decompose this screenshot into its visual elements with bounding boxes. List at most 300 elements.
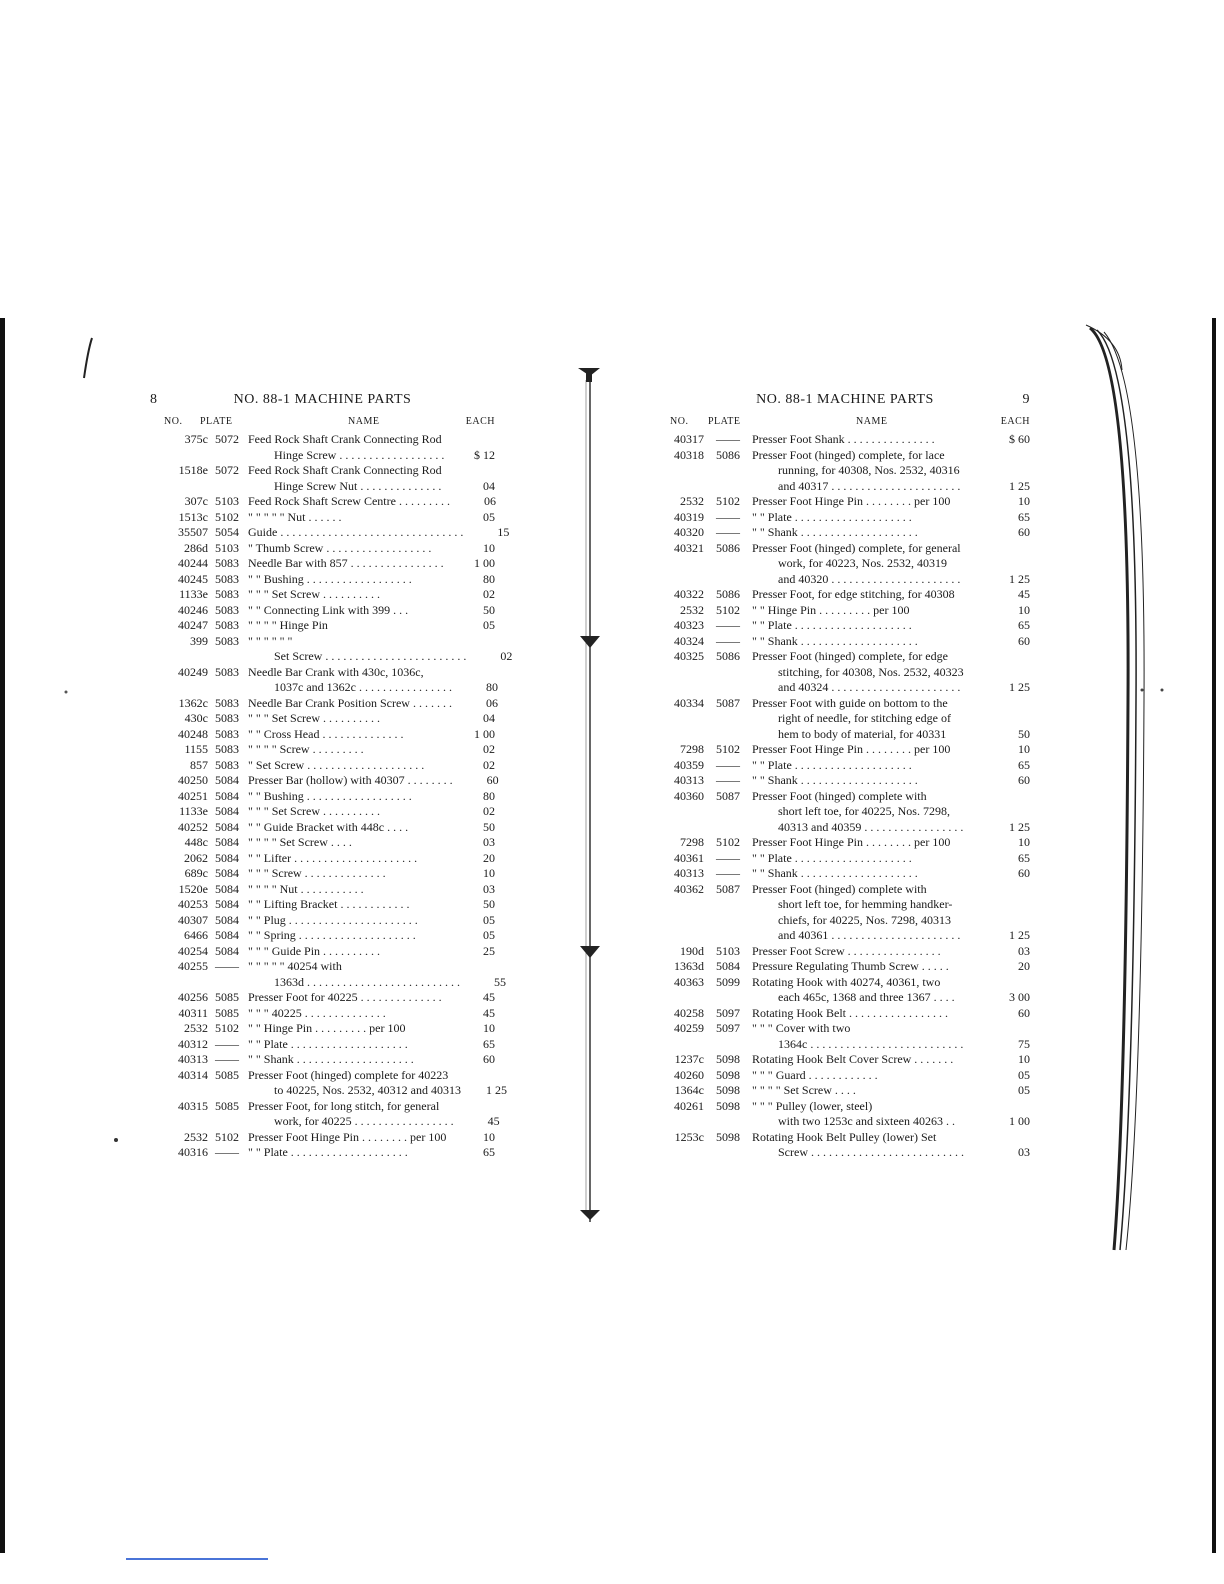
part-name (246, 804, 453, 820)
part-name (752, 696, 986, 743)
part-name (246, 866, 453, 882)
part-name-line: " " " " Screw . . . . . . . . . (248, 742, 364, 756)
table-row (660, 851, 1030, 867)
plate-number: —— (716, 618, 740, 632)
part-name-line: Presser Foot Screw . . . . . . . . . . . . . . . . (752, 943, 941, 958)
part-name-line: and 40317 . . . . . . . . . . . . . . . . . . . . . . (778, 478, 961, 493)
price-each: 50 (483, 602, 495, 617)
speck (114, 1138, 118, 1142)
part-name-line: Presser Foot (hinged) complete with (752, 788, 927, 803)
plate-number: 5085 (215, 1067, 239, 1082)
part-name-line: 1363d . . . . . . . . . . . . . . . . . . . . . . . . . . (274, 974, 460, 989)
part-name (246, 913, 453, 929)
part-number: 2532 (680, 602, 704, 617)
part-name-line: Presser Foot (hinged) complete with (752, 881, 927, 896)
part-name-line: " " " Set Screw . . . . . . . . . . (248, 587, 381, 601)
table-row (660, 510, 1030, 526)
part-name-line: " " " Set Screw . . . . . . . . . . (248, 804, 381, 818)
price-each: 20 (483, 850, 495, 865)
price-each: 1 25 (1009, 571, 1030, 586)
table-row (150, 1006, 495, 1022)
part-name-line: " " " " Nut . . . . . . . . . . . (248, 881, 364, 896)
table-row (660, 525, 1030, 541)
plate-number: 5084 (215, 912, 239, 927)
plate-number: —— (215, 959, 239, 973)
price-each: 05 (483, 912, 495, 927)
table-row (660, 959, 1030, 975)
price-each: 60 (486, 773, 499, 787)
part-name (246, 1021, 453, 1037)
page-header (660, 380, 1030, 408)
part-number: 40322 (674, 587, 704, 601)
plate-number: 5086 (716, 649, 740, 663)
table-row (150, 882, 495, 898)
part-name-line: " " Bushing . . . . . . . . . . . . . . . . . . (248, 788, 412, 803)
page-title: NO. 88-1 MACHINE PARTS (756, 392, 934, 407)
part-name-line: " " Shank . . . . . . . . . . . . . . . . . . . . (752, 773, 918, 787)
part-number: 40363 (674, 974, 704, 989)
part-number: 40261 (674, 1098, 704, 1113)
table-row (150, 990, 495, 1006)
table-row (660, 603, 1030, 619)
part-name-line: Rotating Hook Belt Pulley (lower) Set (752, 1129, 937, 1144)
part-number: 1363d (674, 959, 704, 973)
price-each: 05 (483, 509, 495, 524)
col-each-header: EACH (465, 416, 495, 427)
part-name-line: " " Lifting Bracket . . . . . . . . . . . . (248, 897, 410, 911)
page-title: NO. 88-1 MACHINE PARTS (233, 392, 412, 407)
price-each: 10 (1018, 1052, 1030, 1066)
plate-number: 5083 (215, 726, 239, 741)
part-name-line: work, for 40223, Nos. 2532, 40319 (778, 556, 947, 570)
speck (1141, 689, 1144, 692)
part-number: 40312 (178, 1036, 208, 1051)
part-name-line: with two 1253c and sixteen 40263 . . (778, 1114, 955, 1128)
price-each: 15 (497, 525, 510, 539)
part-name-line: work, for 40225 . . . . . . . . . . . . . . . . . (274, 1114, 454, 1128)
part-name-line: Feed Rock Shaft Screw Centre . . . . . . . . . (248, 494, 450, 508)
table-row (150, 851, 495, 867)
part-number: 40311 (178, 1005, 208, 1020)
plate-number: 5102 (716, 742, 740, 756)
part-name-line: and 40324 . . . . . . . . . . . . . . . . . . . . . . (778, 680, 961, 694)
table-row (150, 758, 495, 774)
table-row (150, 1145, 495, 1161)
part-name (246, 572, 453, 588)
part-number: 40360 (674, 788, 704, 803)
price-each: 10 (1018, 835, 1030, 849)
part-number: 40314 (178, 1067, 208, 1082)
price-each: 1 25 (1009, 478, 1030, 493)
plate-number: —— (716, 757, 740, 772)
part-name (246, 556, 453, 572)
page-header (150, 380, 495, 408)
part-name (246, 944, 453, 960)
part-number: 40259 (674, 1021, 704, 1035)
part-name-line: stitching, for 40308, Nos. 2532, 40323 (778, 664, 964, 679)
plate-number: 5083 (215, 556, 239, 570)
table-row (150, 1052, 495, 1068)
parts-list (660, 432, 1030, 1161)
plate-number: 5086 (716, 447, 740, 462)
part-name (246, 1006, 453, 1022)
price-each: 03 (1018, 1145, 1030, 1159)
table-row (660, 587, 1030, 603)
part-number: 40359 (674, 757, 704, 772)
part-name-line: Needle Bar with 857 . . . . . . . . . . . . . . . . (248, 556, 444, 570)
plate-number: 5083 (215, 711, 239, 725)
part-number: 1253c (674, 1129, 704, 1144)
part-number: 40316 (178, 1145, 208, 1159)
part-name (752, 1130, 986, 1161)
plate-number: 5084 (215, 804, 239, 818)
table-row (150, 618, 495, 634)
part-name-line: " " Plate . . . . . . . . . . . . . . . . . . . . (752, 757, 912, 772)
price-each: 80 (485, 680, 498, 694)
pen-mark (84, 338, 92, 378)
table-row (150, 695, 498, 712)
part-name (246, 510, 453, 526)
part-name (246, 618, 453, 634)
plate-number: 5083 (215, 618, 239, 632)
part-name-line: " " Guide Bracket with 448c . . . . (248, 819, 409, 834)
price-each: 10 (483, 1129, 495, 1144)
col-no-header: NO. (670, 416, 689, 427)
price-each: $ 12 (474, 447, 495, 462)
part-name-line: " " " " Hinge Pin (248, 618, 328, 632)
part-name-line: " " " " " Nut . . . . . . (248, 509, 342, 524)
right-scan-edge (1212, 318, 1216, 1553)
price-each: 80 (483, 571, 495, 586)
part-number: 375c (184, 432, 208, 446)
part-number: 1364c (674, 1083, 704, 1097)
price-each: 65 (483, 1145, 495, 1159)
table-row (150, 1021, 495, 1037)
part-name (246, 758, 453, 774)
plate-number: 5083 (215, 757, 239, 772)
part-name-line: Presser Foot Hinge Pin . . . . . . . . per 100 (248, 1129, 447, 1144)
table-row (660, 773, 1030, 789)
part-name-line: Presser Foot (hinged) complete, for general (752, 540, 961, 555)
part-name-line: " " Plate . . . . . . . . . . . . . . . . . . . . (248, 1036, 408, 1051)
plate-number: 5084 (215, 788, 239, 803)
part-name-line: " " " 40225 . . . . . . . . . . . . . . (248, 1005, 386, 1020)
part-number: 40317 (674, 432, 704, 446)
part-number: 40362 (674, 881, 704, 896)
part-number: 40321 (674, 540, 704, 555)
part-name (246, 587, 453, 603)
part-name (246, 1052, 453, 1068)
price-each: 03 (1018, 943, 1030, 958)
speck (1161, 689, 1164, 692)
plate-number: 5098 (716, 1083, 740, 1097)
part-name (752, 448, 986, 495)
part-name-line: short left toe, for hemming handker- (778, 897, 953, 911)
price-each: 05 (483, 618, 495, 632)
part-number: 40252 (178, 819, 208, 834)
part-number: 2532 (184, 1129, 208, 1144)
part-number: 40313 (178, 1052, 208, 1066)
part-name-line: Needle Bar Crank with 430c, 1036c, (248, 664, 424, 679)
table-row (660, 494, 1030, 510)
price-each: 06 (485, 695, 498, 710)
table-row (150, 928, 495, 944)
part-name (246, 742, 453, 758)
plate-number: 5102 (215, 1129, 239, 1144)
table-row (150, 742, 495, 758)
part-name (246, 727, 453, 743)
part-number: 7298 (680, 742, 704, 756)
table-row (660, 448, 1030, 495)
part-number: 40318 (674, 447, 704, 462)
part-name-line: " " " " Set Screw . . . . (248, 835, 352, 849)
table-row (660, 944, 1030, 960)
table-row (660, 1052, 1030, 1068)
price-each: 03 (483, 881, 495, 896)
table-row (150, 603, 495, 619)
price-each: 3 00 (1009, 990, 1030, 1004)
price-each: 02 (483, 587, 495, 601)
part-name (752, 866, 986, 882)
table-row (660, 634, 1030, 650)
part-name-line: Feed Rock Shaft Crank Connecting Rod (248, 463, 442, 477)
plate-number: 5097 (716, 1021, 740, 1035)
part-name-line: " " Plug . . . . . . . . . . . . . . . . . . . . . . (248, 912, 418, 927)
part-name (246, 1068, 465, 1099)
price-each: 65 (483, 1036, 495, 1051)
price-each: 50 (483, 897, 495, 911)
left-scan-edge (0, 318, 5, 1553)
part-number: 307c (184, 494, 208, 508)
part-number: 2532 (184, 1021, 208, 1035)
part-name (246, 634, 470, 665)
plate-number: —— (716, 850, 740, 865)
part-number: 40313 (674, 773, 704, 787)
part-name (246, 820, 453, 836)
part-name-line: each 465c, 1368 and three 1367 . . . . (778, 990, 955, 1004)
price-each: 10 (1018, 602, 1030, 617)
price-each: 04 (483, 711, 495, 725)
price-each: 1 25 (1009, 680, 1030, 694)
price-each: 65 (1018, 757, 1030, 772)
plate-number: 5103 (215, 494, 239, 508)
part-name (246, 773, 457, 789)
part-name-line: 1364c . . . . . . . . . . . . . . . . . . . . . . . . . . (778, 1036, 964, 1051)
plate-number: 5084 (215, 866, 239, 880)
part-name-line: Presser Foot (hinged) complete, for edge (752, 649, 948, 663)
plate-number: 5085 (215, 990, 239, 1004)
part-number: 1133e (179, 804, 208, 818)
part-name (246, 897, 453, 913)
price-each: 60 (1018, 1005, 1030, 1020)
part-name (752, 541, 986, 588)
part-name (752, 758, 986, 774)
price-each: 50 (483, 819, 495, 834)
part-name (752, 1099, 986, 1130)
plate-number: 5083 (215, 571, 239, 586)
plate-number: 5103 (716, 943, 740, 958)
part-name (246, 696, 456, 712)
plate-number: —— (215, 1145, 239, 1159)
part-name (246, 928, 453, 944)
price-each: 02 (483, 757, 495, 772)
part-number: 40313 (674, 866, 704, 880)
part-name-line: Rotating Hook Belt Cover Screw . . . . . . . (752, 1052, 954, 1066)
price-each: 50 (1018, 726, 1030, 741)
part-number: 689c (184, 866, 208, 880)
plate-number: 5102 (215, 509, 239, 524)
plate-number: 5098 (716, 1067, 740, 1082)
part-name-line: 1037c and 1362c . . . . . . . . . . . . . . . . (274, 680, 452, 694)
plate-number: 5084 (215, 850, 239, 865)
part-name-line: 40313 and 40359 . . . . . . . . . . . . . . . . . (778, 819, 964, 834)
part-number: 40254 (178, 943, 208, 958)
table-row (660, 1083, 1030, 1099)
part-number: 857 (190, 757, 208, 772)
part-name (246, 1037, 453, 1053)
price-each: 65 (1018, 850, 1030, 865)
part-name (752, 959, 986, 975)
table-row (660, 835, 1030, 851)
part-name (752, 882, 986, 944)
part-name (752, 835, 986, 851)
column-headers (660, 412, 1030, 430)
part-number: 1518e (178, 463, 208, 477)
table-row (660, 1021, 1030, 1052)
part-name (246, 711, 453, 727)
part-name-line: running, for 40308, Nos. 2532, 40316 (778, 463, 960, 477)
table-row (150, 944, 495, 960)
plate-number: —— (716, 773, 740, 787)
part-number: 1133e (179, 587, 208, 601)
table-row (150, 664, 498, 696)
part-name-line: " " " Screw . . . . . . . . . . . . . . (248, 866, 386, 880)
part-name-line: Hinge Screw . . . . . . . . . . . . . . . . . . (274, 447, 445, 462)
plate-number: 5102 (215, 1021, 239, 1035)
part-name (752, 510, 986, 526)
part-name-line: Presser Foot, for edge stitching, for 40308 (752, 587, 955, 601)
plate-number: 5086 (716, 540, 740, 555)
plate-number: 5084 (215, 897, 239, 911)
part-number: 1155 (184, 742, 208, 756)
part-number: 1520e (178, 881, 208, 896)
plate-number: 5098 (716, 1129, 740, 1144)
table-row (660, 882, 1030, 944)
price-each: 60 (1018, 633, 1030, 648)
plate-number: —— (716, 633, 740, 648)
plate-number: —— (215, 1052, 239, 1066)
part-name-line: " " Hinge Pin . . . . . . . . . per 100 (752, 602, 910, 617)
part-name-line: right of needle, for stitching edge of (778, 711, 951, 725)
table-row (150, 866, 495, 882)
part-name-line: chiefs, for 40225, Nos. 7298, 40313 (778, 912, 951, 927)
part-name-line: " Thumb Screw . . . . . . . . . . . . . . . . . . (248, 540, 432, 555)
part-name-line: " " " " Set Screw . . . . (752, 1083, 856, 1097)
part-name-line: Presser Foot for 40225 . . . . . . . . . . . . . . (248, 990, 442, 1004)
plate-number: 5072 (215, 432, 239, 446)
part-name-line: " " " Pulley (lower, steel) (752, 1098, 873, 1113)
left-page (150, 380, 513, 1161)
plate-number: —— (716, 866, 740, 880)
table-row (660, 742, 1030, 758)
table-row (150, 587, 495, 603)
price-each: 45 (487, 1114, 500, 1128)
table-row (660, 618, 1030, 634)
table-row (150, 820, 495, 836)
price-each: 45 (1018, 587, 1030, 601)
price-each: 60 (1018, 773, 1030, 787)
plate-number: 5084 (215, 881, 239, 896)
plate-number: 5083 (215, 633, 239, 648)
table-row (660, 758, 1030, 774)
price-each: 45 (483, 1005, 495, 1020)
part-name-line: Presser Foot, for long stitch, for general (248, 1098, 440, 1113)
table-row (150, 1037, 495, 1053)
table-row (660, 789, 1030, 836)
part-name-line: " " " " " " (248, 633, 293, 648)
table-row (660, 432, 1030, 448)
table-row (150, 804, 495, 820)
part-name (246, 789, 453, 805)
part-name-line: " " " Set Screw . . . . . . . . . . (248, 711, 381, 725)
plate-number: 5083 (215, 742, 239, 756)
plate-number: 5084 (215, 928, 239, 942)
price-each: 06 (483, 494, 496, 508)
part-name-line: " " Plate . . . . . . . . . . . . . . . . . . . . (752, 850, 912, 865)
col-each-header: EACH (1000, 416, 1030, 427)
part-name (752, 618, 986, 634)
table-row (660, 649, 1030, 696)
page-curl (1086, 325, 1144, 1250)
table-row (150, 959, 506, 990)
part-name (246, 432, 453, 463)
part-number: 40249 (178, 664, 208, 679)
part-name-line: " " Shank . . . . . . . . . . . . . . . . . . . . (248, 1052, 414, 1066)
part-name-line: Presser Foot with guide on bottom to the (752, 695, 948, 710)
part-name-line: " " " " " 40254 with (248, 959, 342, 973)
part-name-line: " " Spring . . . . . . . . . . . . . . . . . . . . (248, 928, 416, 942)
part-name (752, 1006, 986, 1022)
price-each: 05 (1018, 1067, 1030, 1082)
col-plate-header: PLATE (708, 416, 741, 427)
plate-number: —— (716, 432, 740, 446)
part-number: 1237c (674, 1052, 704, 1066)
plate-number: 5103 (215, 540, 239, 555)
part-number: 40324 (674, 633, 704, 648)
table-row (660, 541, 1030, 588)
table-row (150, 789, 495, 805)
parts-list (150, 432, 513, 1161)
part-number: 35507 (178, 525, 208, 539)
price-each: 10 (483, 866, 495, 880)
table-row (150, 494, 495, 510)
table-row (150, 913, 495, 929)
price-each: 05 (483, 928, 495, 942)
plate-number: 5083 (215, 695, 239, 710)
price-each: 02 (500, 649, 513, 663)
price-each: 25 (483, 943, 495, 958)
part-name (752, 773, 986, 789)
price-each: 1 00 (474, 726, 495, 741)
table-row (150, 556, 495, 572)
part-name-line: " " " Guard . . . . . . . . . . . . (752, 1067, 878, 1082)
plate-number: 5087 (716, 695, 740, 710)
part-name-line: " " " Cover with two (752, 1021, 851, 1035)
table-row (660, 696, 1030, 743)
column-headers (150, 412, 495, 430)
part-name (246, 1145, 453, 1161)
table-row (150, 1067, 507, 1099)
